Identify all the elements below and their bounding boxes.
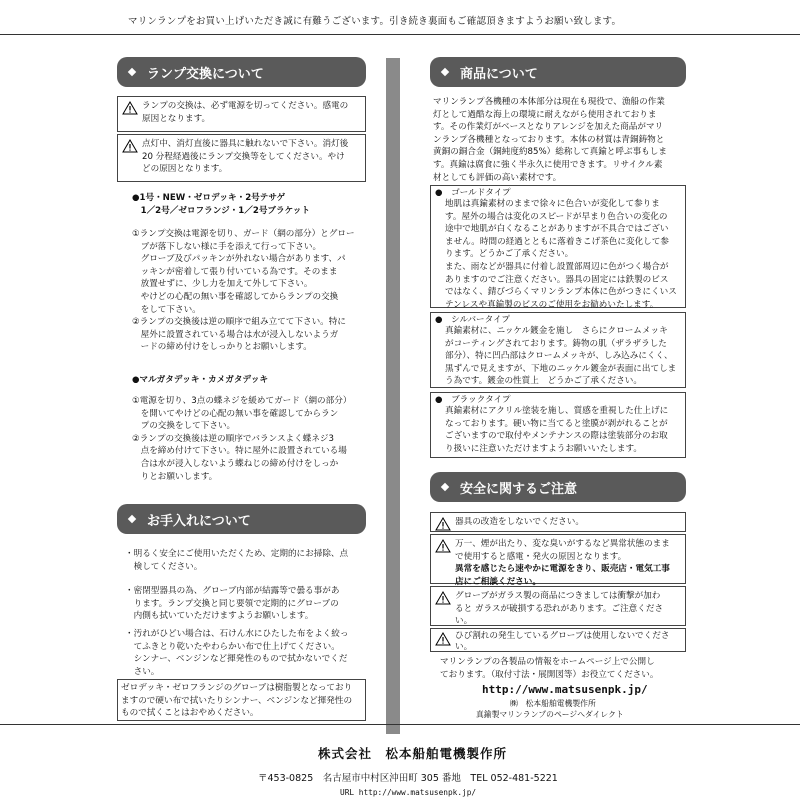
footer-address: 〒453-0825 名古屋市中村区沖田町 305 番地 TEL 052-481-5221	[258, 773, 558, 784]
group1-title: ●1号・NEW・ゼロデッキ・2号テサゲ 1／2号／ゼロフランジ・1／2号ブラケット	[132, 193, 310, 216]
warning-box-power	[117, 96, 366, 132]
homepage-link[interactable]: http://www.matsusenpk.jp/	[482, 683, 648, 696]
group2-title: ●マルガタデッキ・カメガタデッキ	[132, 375, 269, 385]
safety-section-title: 安全に関するご注意	[460, 481, 578, 497]
warning-text-power: ランプの交換は、必ず電源を切ってください。感電の 原因となります。	[142, 101, 349, 124]
bottom-rule	[0, 724, 800, 725]
safety-warning-4	[430, 628, 686, 652]
care-item-3: ・汚れがひどい場合は、石けん水にひたした布をよく絞っ てふきとり乾いたやわらかい布で仕上げてください。 シンナー、ベンジンなど揮発性のもので拭かないでくだ さい。	[125, 629, 349, 677]
group1-instructions: ①ランプ交換は電源を切り、ガード（網の部分）とグロー ブが落下しない様に手を添えて行って下さい。 グローブ及びパッキンが外れない場合があります、パ ッキンが密着して張り付いている為です。そのまま 放置せずに、少し力を加えて外して下さい。 やけどの心配の無い事を確認してからランプの交換 をして下さい。 ②ランプの交換後は逆の順序で組み立てて下さい。特に 屋外に設置されている場合は水が浸入しないようガ ードの締め付けをしっかりとお願いします。	[132, 229, 355, 353]
product-section-title: 商品について	[460, 66, 538, 82]
black-type-title: ● ブラックタイプ	[435, 395, 511, 405]
maker-page-note: 真鍮製マリンランプのページへダイレクト	[476, 710, 624, 719]
gold-type-box	[430, 185, 686, 308]
safety-warning-2-action: 異常を感じたら速やかに電源をきり、販売店・電気工事 店にご相談ください。	[455, 564, 670, 587]
warning-triangle-icon	[435, 517, 451, 531]
top-note: マリンランプをお買い上げいただき誠に有難うございます。引き続き裏面もご確認頂きますようお願い致します。	[128, 16, 622, 27]
care-item-2: ・密閉型器具の為、グローブ内部が結露等で曇る事があ ります。ランプ交換と同じ要領で定期的にグローブの 内側も拭いていただけますようお願いします。	[125, 586, 340, 622]
warning-box-heat	[117, 134, 366, 182]
product-intro: マリンランプ各機種の本体部分は現在も現役で、漁船の作業 灯として過酷な海上の環境に耐えながら使用されておりま す。その作業灯がベースとなりアレンジを加えた商品がマリ ンランプ各機種となっております。本体の材質は青銅鋳物と 黄銅の銅合金（銅純度約85%）総称して真鍮と呼ぶ事もしま す。真鍮は腐食に強く半永久に使用できます。リサイクル素 材としても評価の高い素材です。	[433, 97, 667, 183]
resin-globe-notice: ゼロデッキ・ゼロフランジのグローブは樹脂製となっており ますので硬い布で拭いたりシンナー、ベンジンなど揮発性の もので拭くことはおやめください。	[117, 679, 366, 721]
safety-warning-3	[430, 586, 686, 626]
warning-triangle-icon	[435, 539, 451, 553]
safety-warning-2-text: 万一、煙が出たり、変な臭いがするなど異常状態のまま で使用すると感電・発火の原因となります。	[455, 539, 670, 562]
care-section-header	[117, 504, 366, 534]
warning-triangle-icon	[435, 591, 451, 605]
column-divider	[386, 58, 400, 734]
safety-section-header	[430, 472, 686, 502]
lamp-section-title: ランプ交換について	[147, 66, 264, 82]
care-item-1: ・明るく安全にご使用いただくため、定期的にお掃除、点 検してください。	[125, 549, 349, 572]
diamond-bullet-icon	[441, 483, 449, 491]
homepage-note: マリンランプの各製品の情報をホームページ上で公開し ております。（取付寸法・展開図等）お役立てください。	[440, 657, 659, 680]
diamond-bullet-icon	[128, 515, 136, 523]
gold-type-body: 地肌は真鍮素材のままで徐々に色合いが変化して参りま す。屋外の場合は変化のスピードが早まり色合いの変化の 途中で地肌が白くなることがありますが不具合ではござい ません。時間の経過とともに落着きこげ茶色に変化して参 ります。どうかご了承ください。 また、雨などが器具に付着し設置部周辺に色がつく場合が ありますのでご注意ください。器具の固定には鉄製のビス ではなく、錆びづらくマリンランプ本体に色がつきにくいス テンレスや真鍮製のビスのご使用をお勧めいたします。	[445, 199, 677, 310]
safety-warning-1-text: 器具の改造をしないでください。	[455, 517, 584, 527]
lamp-section-header	[117, 57, 366, 87]
maker-name: ㈱ 松本船舶電機製作所	[510, 699, 596, 708]
safety-warning-2	[430, 534, 686, 587]
group2-instructions: ①電源を切り、3点の蝶ネジを緩めてガード（網の部分） を開いてやけどの心配の無い事を確認してからラン プの交換をして下さい。 ②ランプの交換後は逆の順序でバランスよく蝶ネジ3 点を締め付けて下さい。特に屋外に設置されている場 合は水が浸入しないよう蝶ねじの締め付けをしっか りとお願いします。	[132, 396, 352, 482]
diamond-bullet-icon	[441, 68, 449, 76]
warning-triangle-icon	[122, 101, 138, 115]
diamond-bullet-icon	[128, 68, 136, 76]
warning-triangle-icon	[122, 139, 138, 153]
gold-type-title: ● ゴールドタイプ	[435, 188, 511, 198]
silver-type-box	[430, 312, 686, 388]
silver-type-title: ● シルバータイプ	[435, 315, 511, 325]
safety-warning-3-text: グローブがガラス製の商品につきましては衝撃が加わ ると ガラスが破損する恐れがあります。ご注意くださ い。	[455, 591, 664, 627]
care-section-title: お手入れについて	[147, 513, 251, 529]
footer-company: 株式会社 松本船舶電機製作所	[318, 746, 508, 761]
footer-url[interactable]: URL http://www.matsusenpk.jp/	[340, 788, 477, 797]
product-section-header	[430, 57, 686, 87]
safety-warning-4-text: ひび割れの発生しているグローブは使用しないでくださ い。	[455, 631, 670, 652]
safety-warning-1	[430, 512, 686, 532]
warning-triangle-icon	[435, 632, 451, 646]
warning-text-heat: 点灯中、消灯直後に器具に触れないで下さい。消灯後 20 分程経過後にランプ交換等をしてください。やけ どの原因となります。	[142, 139, 349, 175]
silver-type-body: 真鍮素材に、ニッケル鍍金を施し さらにクロームメッキ がコーティングされております。鋳物の肌（ザラザラした 部分）、特に凹凸部はクロームメッキが、しみ込みにくく、 黒ずんで見えますが、下地のニッケル鍍金が表面に出てしま う為です。鍍金の性質上 どうかご了承ください。	[445, 326, 677, 387]
black-type-body: 真鍮素材にアクリル塗装を施し、質感を重視した仕上げに なっております。硬い物に当てると塗膜が剥がれることが ございますので取付やメンテナンスの際は塗装部分のお取 り扱いに注意いただけますようお願いいたします。	[445, 406, 669, 454]
top-rule	[0, 34, 800, 35]
black-type-box	[430, 392, 686, 458]
